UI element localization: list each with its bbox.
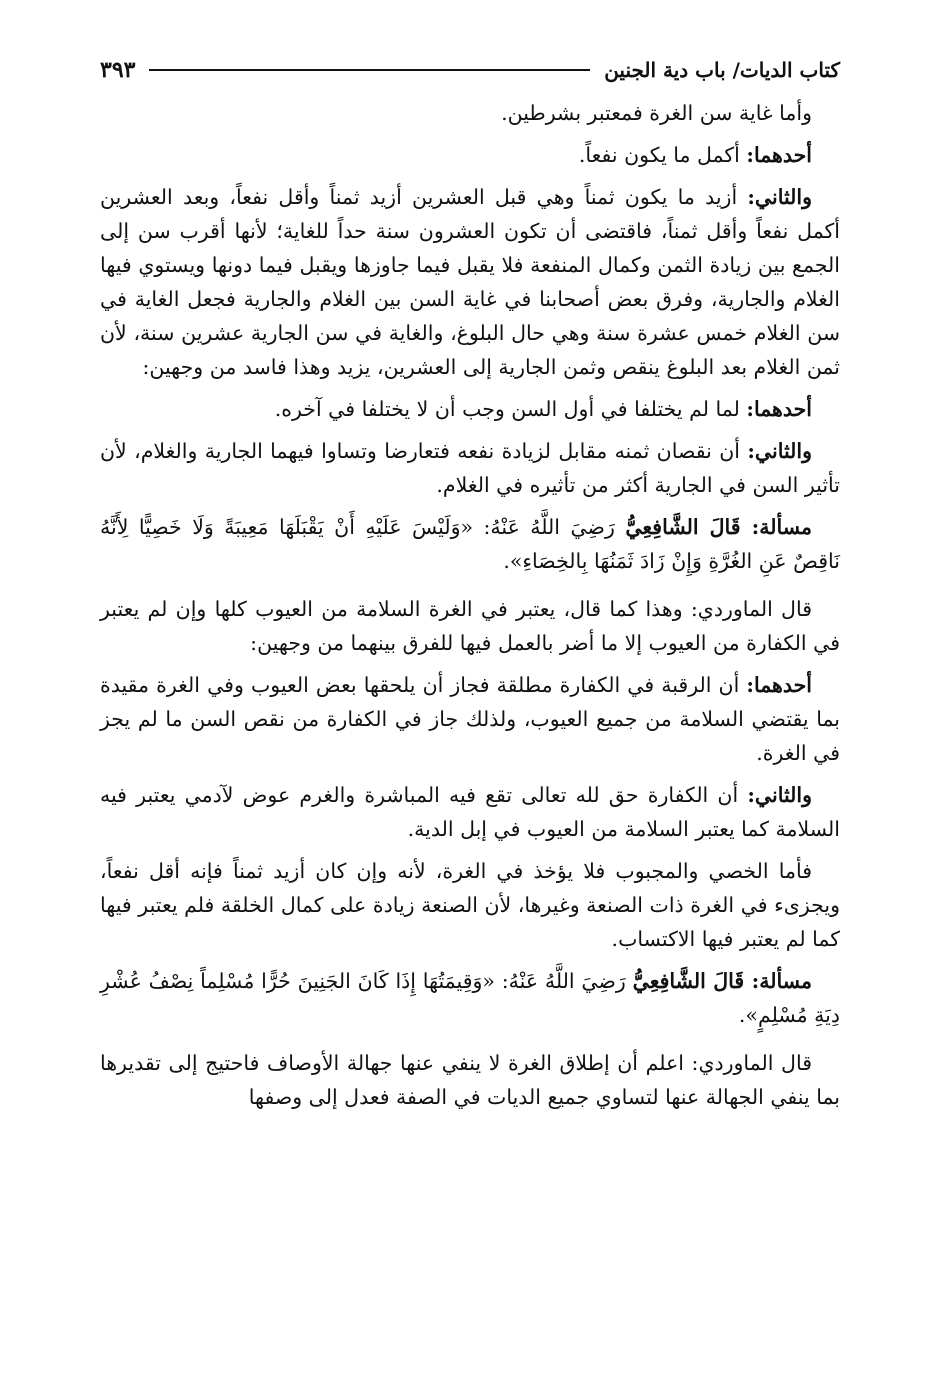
- paragraph-lead: والثاني:: [747, 439, 812, 463]
- imam-name: قَالَ الشَّافِعِيُّ: [625, 515, 752, 539]
- paragraph: قال الماوردي: وهذا كما قال، يعتبر في الغرة السلامة من العيوب كلها وإن لم يعتبر في الكفارة من العيوب إلا ما أضر بالعمل فيها للفرق بينهما من وجهين:: [100, 597, 840, 655]
- paragraph: فأما الخصي والمجبوب فلا يؤخذ في الغرة، لأنه وإن كان أزيد ثمناً فإنه أقل نفعاً، ويجزىء في الغرة ذات الصنعة وغيرها، لأن الصنعة زيادة على كمال الخلقة فلم يعتبر فيها كما لم يعتبر فيها الاكتساب.: [100, 859, 840, 951]
- paragraph: والثاني: أن نقصان ثمنه مقابل لزيادة نفعه فتعارضا وتساوا فيهما الجارية والغلام، لأن تأثير السن في الجارية أكثر من تأثيره في الغلام.: [100, 439, 840, 497]
- quoted-text: رَضِيَ اللَّهُ عَنْهُ: «وَقِيمَتُهَا إِذَا كَانَ الجَنِينَ حُرًّا مُسْلِماً نِصْفُ عُشْرِ دِيَةِ مُسْلِمٍ».: [100, 969, 840, 1027]
- paragraph: أحدهما: أن الرقبة في الكفارة مطلقة فجاز أن يلحقها بعض العيوب وفي الغرة مقيدة بما يقتضي السلامة من جميع العيوب، ولذلك جاز في الكفارة من نقص السن ما لم يجز في الغرة.: [100, 673, 840, 765]
- imam-name: قَالَ الشَّافِعِيُّ: [632, 969, 752, 993]
- quoted-text: رَضِيَ اللَّهُ عَنْهُ: «وَلَيْسَ عَلَيْهِ أَنْ يَقْبَلَهَا مَعِيبَةً وَلَا خَصِيًّا لِأَنَّهُ نَاقِصٌ عَنِ الغُرَّةِ وَإِنْ زَادَ ثَمَنُهَا بِالخِصَاءِ».: [100, 515, 840, 573]
- body-text: [100, 96, 840, 1122]
- paragraph: قال الماوردي: اعلم أن إطلاق الغرة لا ينفي عنها جهالة الأوصاف فاحتيج إلى تقديرها بما ينفي الجهالة عنها لتساوي جميع الديات في الصفة فعدل إلى وصفها: [100, 1051, 840, 1109]
- paragraph-lead: أحدهما:: [746, 673, 812, 697]
- paragraph: والثاني: أن الكفارة حق لله تعالى تقع فيه المباشرة والغرم عوض لآدمي يعتبر فيه السلامة كما يعتبر السلامة من العيوب في إبل الدية.: [100, 783, 840, 841]
- paragraph: أحدهما: لما لم يختلفا في أول السن وجب أن لا يختلفا في آخره.: [274, 397, 812, 421]
- running-title: كتاب الديات/ باب دية الجنين: [604, 58, 840, 82]
- paragraph: وأما غاية سن الغرة فمعتبر بشرطين.: [501, 101, 812, 125]
- paragraph: أحدهما: أكمل ما يكون نفعاً.: [578, 143, 812, 167]
- masala-label: مسألة:: [751, 969, 812, 993]
- paragraph-lead: أحدهما:: [746, 143, 812, 167]
- header-rule: [149, 69, 590, 71]
- masala-paragraph: [100, 510, 840, 578]
- masala-label: مسألة:: [751, 515, 812, 539]
- masala-paragraph: [100, 964, 840, 1032]
- paragraph: والثاني: أزيد ما يكون ثمناً وهي قبل العشرين أزيد ثمناً وأقل نفعاً، وبعد العشرين أكمل نفعاً وأقل ثمناً، فاقتضى أن تكون العشرون سنة حداً للغاية؛ لأنها أقرب سن إلى الجمع بين زيادة الثمن وكمال المنفعة فلا يقبل فيما جاوزها ويقبل فيما دونها ويستوي فيها الغلام والجارية، وفرق بعض أصحابنا في غاية السن بين الغلام والجارية فجعل الغاية في سن الغلام خمس عشرة سنة وهي حال البلوغ، والغاية في سن الجارية عشرين سنة، لأن ثمن الغلام بعد البلوغ ينقص وثمن الجارية إلى العشرين، يزيد وهذا فاسد من وجهين:: [100, 185, 840, 379]
- page-header: [100, 50, 840, 90]
- paragraph-lead: والثاني:: [747, 783, 812, 807]
- paragraph-lead: والثاني:: [747, 185, 812, 209]
- page-number: ٣٩٣: [100, 57, 136, 83]
- paragraph-lead: أحدهما:: [746, 397, 812, 421]
